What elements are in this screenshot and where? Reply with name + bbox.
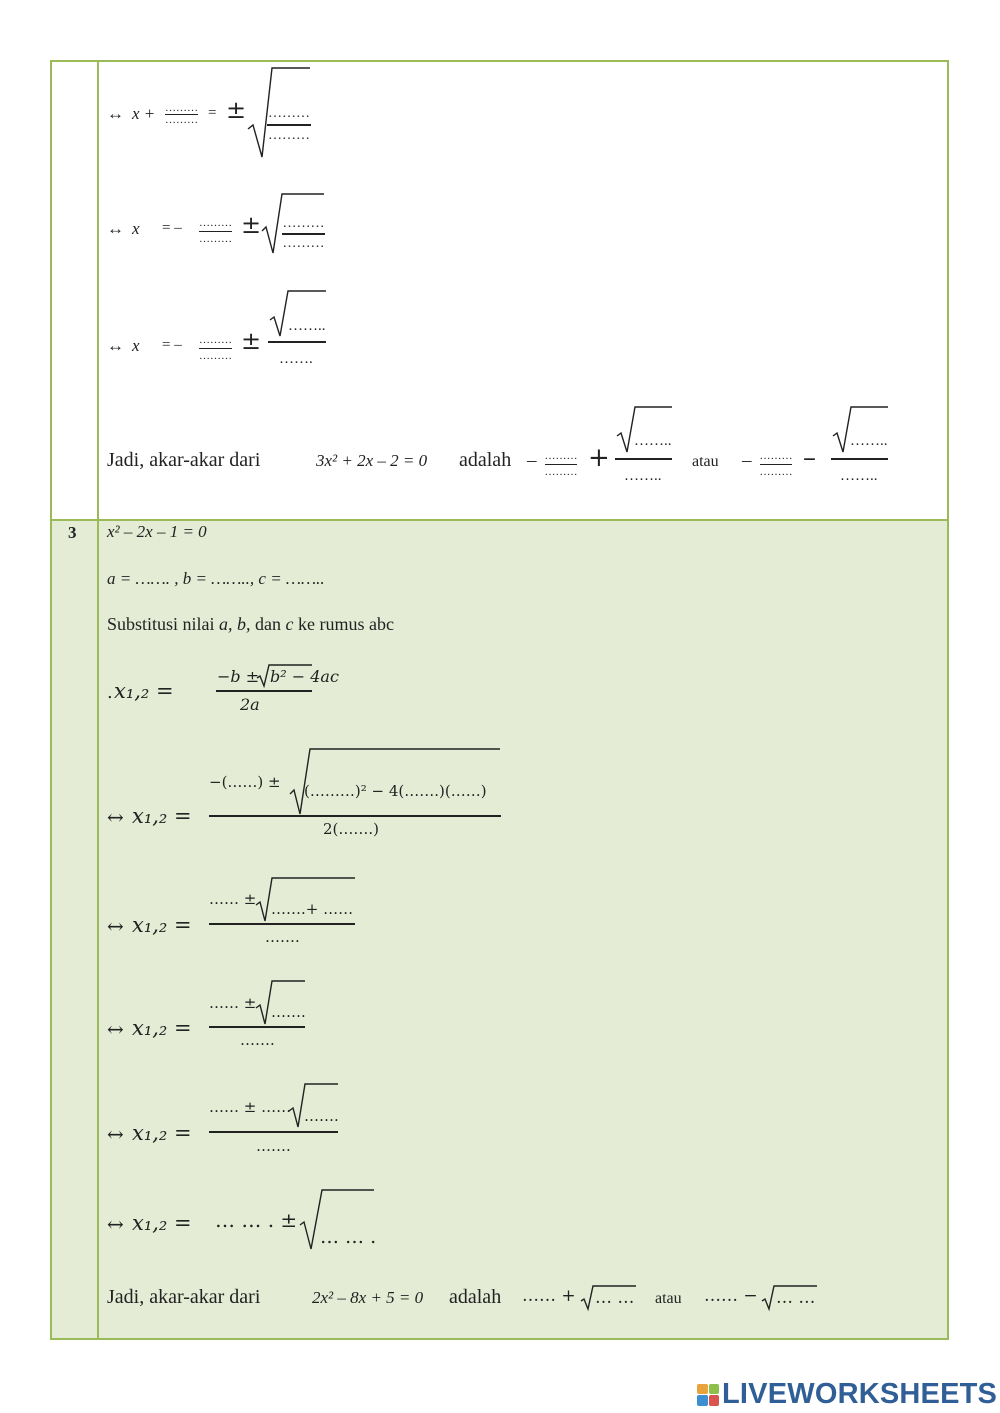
- equivalence-arrow: ↔: [107, 219, 124, 238]
- equivalence-arrow: ↔: [107, 1122, 124, 1146]
- logo-text: LIVEWORKSHEETS: [722, 1378, 998, 1410]
- blank-fraction: [165, 103, 198, 126]
- radicand: …….+ ……: [271, 900, 354, 918]
- equivalence-arrow: ↔: [107, 336, 124, 355]
- fraction-numerator: ………: [759, 450, 793, 462]
- radicand: …….: [304, 1107, 339, 1125]
- denominator: …….: [240, 1031, 275, 1049]
- conclusion-prefix: Jadi, akar-akar dari: [107, 1286, 261, 1308]
- numerator-prefix: …… ± ……: [209, 1098, 292, 1116]
- instruction-dan: dan: [255, 614, 282, 634]
- quadratic-equation: 3x² + 2x – 2 = 0: [316, 451, 428, 470]
- equals-minus: = –: [162, 337, 182, 353]
- formula-numerator-prefix: −b ±: [217, 667, 260, 686]
- value-prefix: … … . ±: [215, 1208, 298, 1232]
- answer-fraction-2: [760, 451, 792, 478]
- fraction-denominator: …….: [279, 351, 313, 367]
- answer-1-radicand: … …: [595, 1288, 635, 1308]
- step-lhs: x₁,₂ =: [132, 1121, 192, 1145]
- row-divider: [50, 519, 949, 521]
- radicand-numerator: ………: [268, 106, 310, 121]
- answer-2-prefix: …… −: [704, 1286, 758, 1306]
- table-right-border: [947, 60, 949, 1340]
- blank-fraction: [199, 218, 232, 245]
- numerator-prefix: …… ±: [209, 994, 257, 1012]
- fraction-denominator: ………: [759, 466, 793, 478]
- numerator-prefix: −(……) ±: [209, 773, 281, 791]
- fraction-bar: [209, 815, 501, 817]
- equivalence-arrow: ↔: [107, 1017, 124, 1041]
- column-divider: [97, 60, 99, 1340]
- adalah-label: adalah: [459, 449, 512, 471]
- step-lhs: x: [132, 336, 140, 355]
- instruction-text: Substitusi nilai: [107, 614, 215, 634]
- formula-lhs: x₁,₂ =: [114, 679, 174, 703]
- formula-dot: .: [107, 682, 113, 703]
- radicand: ……..: [288, 318, 326, 334]
- fraction-numerator: ………: [544, 450, 578, 462]
- formula-denominator: 2a: [240, 695, 260, 714]
- fraction-bar: [268, 341, 326, 343]
- step-lhs: x₁,₂ =: [132, 913, 192, 937]
- blank-fraction: [199, 335, 232, 362]
- formula-radicand: b² − 4ac: [270, 667, 339, 686]
- liveworksheets-logo: [697, 1378, 997, 1411]
- radicand: ……..: [850, 433, 888, 449]
- radicand: (………)² − 4(…….)(……): [304, 782, 487, 800]
- fraction-numerator: ………: [199, 217, 232, 229]
- conclusion-prefix: Jadi, akar-akar dari: [107, 449, 261, 471]
- instruction-vars: a, b,: [219, 614, 251, 634]
- fraction-bar: [209, 1131, 338, 1133]
- step-lhs: x +: [132, 104, 156, 123]
- quadratic-equation: 2x² – 8x + 5 = 0: [312, 1288, 424, 1307]
- answer-1-prefix: …… +: [522, 1286, 576, 1306]
- step-lhs: x₁,₂ =: [132, 1016, 192, 1040]
- step-lhs: x: [132, 219, 140, 238]
- fraction-numerator: ………: [199, 334, 232, 346]
- plus-minus-sign: ±: [241, 211, 262, 239]
- numerator-prefix: …… ±: [209, 890, 257, 908]
- minus-sign: –: [742, 450, 752, 471]
- equivalence-arrow: ↔: [107, 104, 124, 123]
- plus-minus-sign: ±: [226, 96, 247, 124]
- table-bottom-border: [50, 1338, 949, 1340]
- radicand: ……..: [634, 433, 672, 449]
- radicand-fraction: [267, 107, 311, 143]
- instruction-suffix: ke rumus abc: [298, 614, 394, 634]
- row-number: 3: [68, 523, 77, 542]
- fraction-bar: [615, 458, 672, 460]
- denominator: …….: [256, 1137, 291, 1155]
- minus-sign-large: –: [803, 443, 816, 473]
- instruction-c: c: [285, 614, 294, 634]
- fraction-bar: [216, 690, 312, 692]
- substitution-instruction: [107, 614, 394, 635]
- radicand-denominator: ………: [282, 235, 325, 251]
- fraction-bar: [209, 923, 355, 925]
- atau-label: atau: [655, 1290, 682, 1307]
- table-top-border: [50, 60, 949, 62]
- fraction-denominator: ………: [165, 114, 198, 126]
- row-equation: x² – 2x – 1 = 0: [107, 522, 207, 541]
- denominator: 2(…….): [323, 820, 380, 838]
- minus-sign: –: [527, 450, 537, 471]
- equals-minus: = –: [162, 220, 182, 236]
- table-left-border: [50, 60, 52, 1340]
- equivalence-arrow: ↔: [107, 914, 124, 938]
- logo-mark-icon: [697, 1384, 719, 1406]
- plus-minus-sign: ±: [241, 327, 262, 355]
- equivalence-arrow: ↔: [107, 1212, 124, 1236]
- radicand-denominator: ………: [268, 127, 310, 143]
- fraction-bar: [209, 1026, 305, 1028]
- fraction-denominator: ………: [199, 233, 232, 245]
- fraction-denominator: ………: [199, 350, 232, 362]
- denominator: …….: [265, 928, 300, 946]
- fraction-numerator: ………: [165, 102, 198, 114]
- answer-fraction-1: [545, 451, 577, 478]
- radicand: … … .: [320, 1226, 377, 1248]
- fraction-bar: [831, 458, 888, 460]
- plus-sign: +: [588, 443, 610, 473]
- radicand: …….: [271, 1003, 306, 1021]
- step-lhs: x₁,₂ =: [132, 804, 192, 828]
- equals-sign: =: [208, 105, 217, 121]
- fraction-denominator: ……..: [624, 468, 662, 484]
- atau-label: atau: [692, 453, 719, 470]
- equivalence-arrow: ↔: [107, 805, 124, 829]
- coefficients-line: a = ……. , b = …….., c = ……..: [107, 569, 325, 588]
- radicand-fraction: [282, 217, 325, 251]
- answer-2-radicand: … …: [776, 1288, 816, 1308]
- fraction-denominator: ………: [544, 466, 578, 478]
- step-lhs: x₁,₂ =: [132, 1211, 192, 1235]
- fraction-denominator: ……..: [840, 468, 878, 484]
- adalah-label: adalah: [449, 1286, 502, 1308]
- radicand-numerator: ………: [282, 216, 325, 231]
